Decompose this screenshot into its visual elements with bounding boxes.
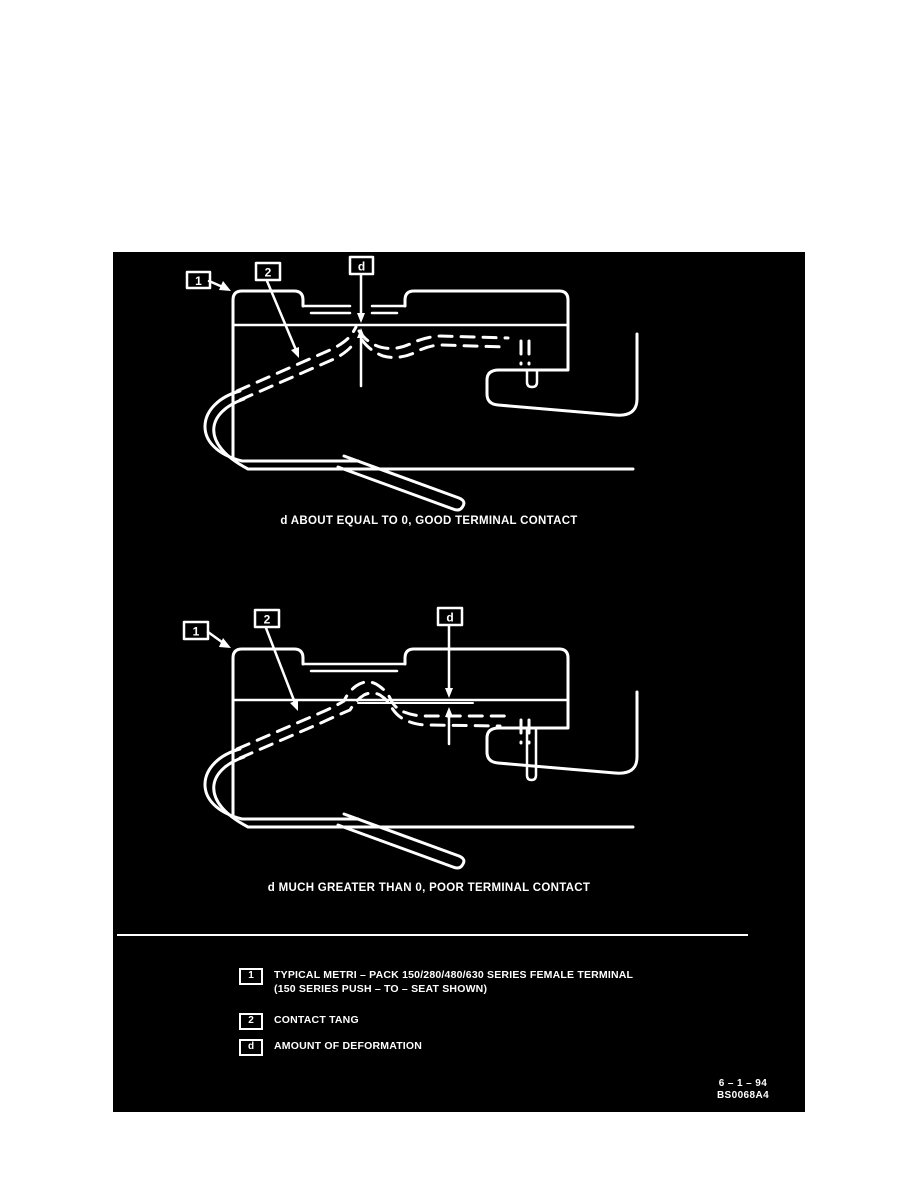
legend-text-line: TYPICAL METRI – PACK 150/280/480/630 SERIES FEMALE TERMINAL xyxy=(274,969,634,981)
wire-bend-inner xyxy=(205,749,358,819)
lock-tab xyxy=(527,728,536,780)
arrowhead-d-down xyxy=(445,688,453,698)
callout-label-2: 2 xyxy=(263,612,271,627)
legend-key-box-2: 2 xyxy=(239,1013,263,1030)
arrowhead-callout-1 xyxy=(219,281,231,291)
arrowhead-callout-2 xyxy=(291,347,299,358)
legend-text-line: (150 SERIES PUSH – TO – SEAT SHOWN) xyxy=(274,982,488,995)
arrowhead-callout-1 xyxy=(219,638,231,648)
contact-tang-dashed xyxy=(237,682,529,758)
legend-row-deformation xyxy=(239,1039,422,1056)
arrowhead-callout-2 xyxy=(290,700,298,711)
wire-bend-outer xyxy=(214,757,633,827)
terminal-diagram-good-contact xyxy=(113,252,805,542)
separator-line xyxy=(117,934,748,936)
wire-bend-outer xyxy=(214,399,633,469)
caption-good-contact: d ABOUT EQUAL TO 0, GOOD TERMINAL CONTACT xyxy=(280,515,578,527)
arrowhead-d-down xyxy=(357,313,365,323)
wire-strand xyxy=(338,814,464,868)
footer-block xyxy=(688,1078,798,1102)
legend-text-contact-tang: CONTACT TANG xyxy=(274,1014,359,1026)
legend-text-terminal xyxy=(274,968,633,996)
figure-panel xyxy=(113,252,805,1112)
contact-tang-dashed xyxy=(237,327,529,400)
callout-leader-2 xyxy=(266,628,295,703)
legend-key-box-d: d xyxy=(239,1039,263,1056)
callout-label-1: 1 xyxy=(192,624,200,639)
figure-date: 6 – 1 – 94 xyxy=(718,1078,768,1089)
wire-strand xyxy=(338,456,464,510)
legend-row-contact-tang xyxy=(239,1013,359,1030)
legend-row-terminal xyxy=(239,968,633,996)
callout-label-d: d xyxy=(357,259,366,274)
figure-code: BS0068A4 xyxy=(716,1090,770,1101)
callout-label-d: d xyxy=(446,610,454,625)
terminal-body-outline xyxy=(233,649,303,815)
callout-label-1: 1 xyxy=(195,274,202,288)
terminal-body-outline-right xyxy=(405,649,637,773)
terminal-diagram-poor-contact xyxy=(113,596,805,886)
wire-bend-inner xyxy=(205,391,358,461)
lock-tab xyxy=(527,370,537,387)
legend-key-box-1: 1 xyxy=(239,968,263,985)
caption-poor-contact: d MUCH GREATER THAN 0, POOR TERMINAL CONTACT xyxy=(267,882,591,894)
legend-text-deformation: AMOUNT OF DEFORMATION xyxy=(274,1040,423,1052)
terminal-body-outline xyxy=(233,291,303,457)
callout-label-2: 2 xyxy=(264,265,272,280)
arrowhead-d-up xyxy=(357,328,365,338)
arrowhead-d-up xyxy=(445,707,453,717)
